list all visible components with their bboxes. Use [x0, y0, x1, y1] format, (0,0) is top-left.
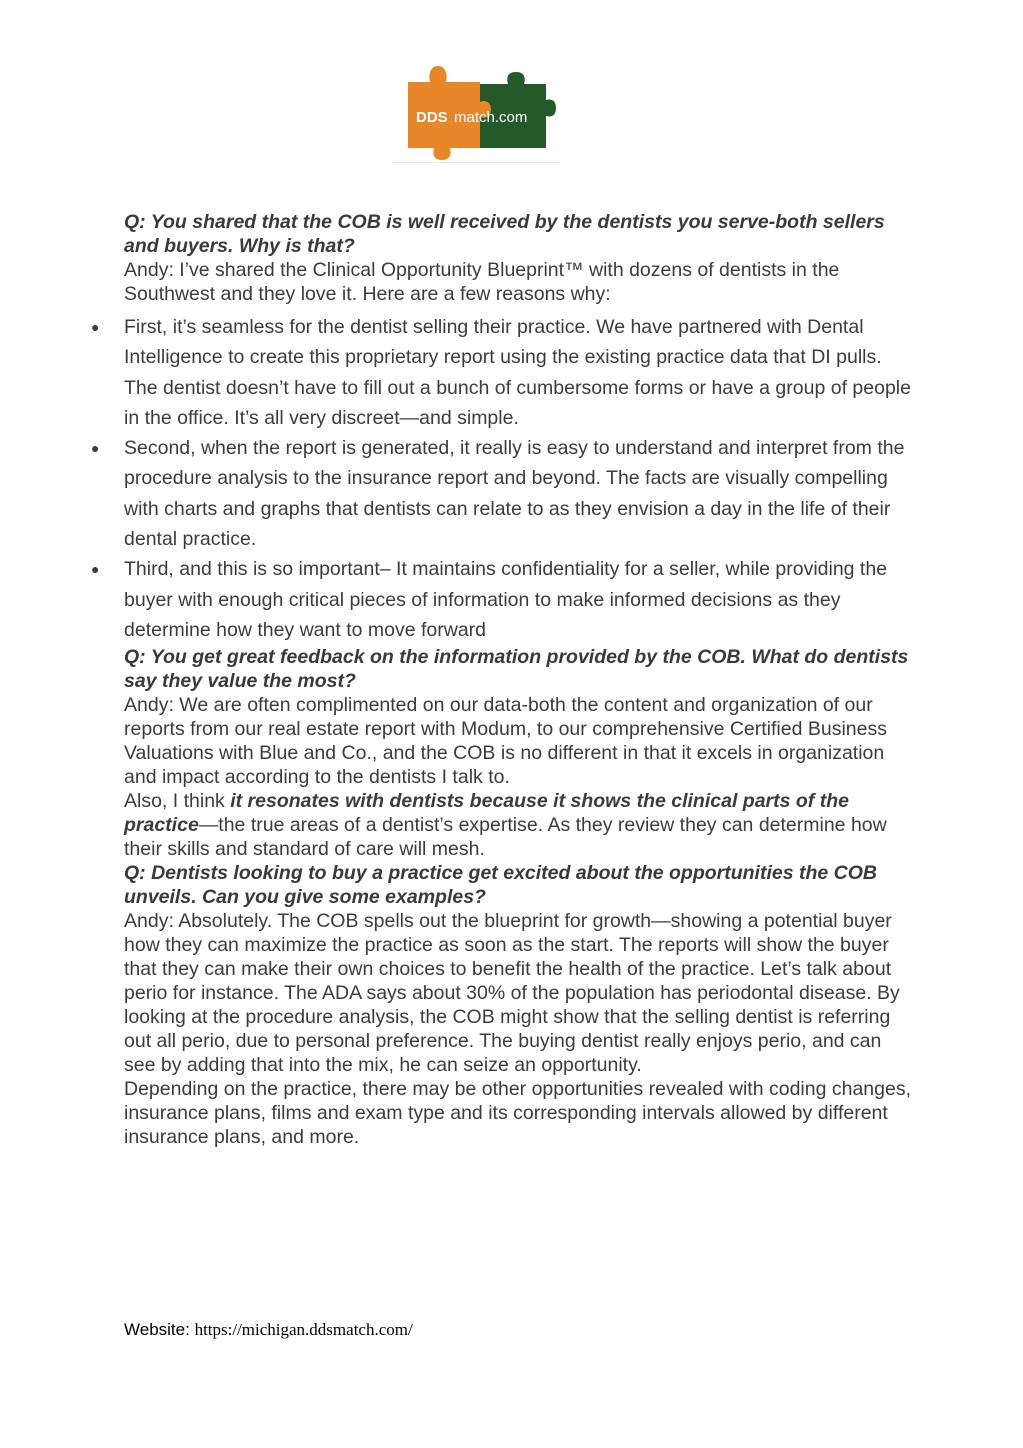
- answer-3: Andy: Absolutely. The COB spells out the blueprint for growth—showing a potential buyer how they can maximize the practice as soon as the start. The reports will show the buyer that they can make their own choices to benefit the health of the practice. Let’s talk about perio for instance. The ADA says about 30% of the population has periodontal disease. By looking at the procedure analysis, the COB might show that the selling dentist is referring out all perio, due to personal preference. The buying dentist really enjoys perio, and can see by adding that into the mix, he can seize an opportunity.: [124, 910, 900, 1077]
- logo-dds-text: DDS: [416, 109, 448, 126]
- list-item-text: Third, and this is so important– It maintains confidentiality for a seller, while providing the buyer with enough critical pieces of information to make informed decisions as they determine how they want to move forward: [124, 558, 888, 641]
- answer-2-also: [124, 789, 914, 861]
- answer-1: Andy: I’ve shared the Clinical Opportunity Blueprint™ with dozens of dentists in the Southwest and they love it. Here are a few reasons why:: [124, 259, 840, 305]
- also-prefix: Also, I think: [124, 790, 231, 813]
- bullet-icon: ●: [91, 561, 100, 578]
- ddsmatch-logo: [390, 62, 560, 166]
- list-item: [91, 554, 914, 645]
- answer-2: Andy: We are often complimented on our data-both the content and organization of our reports from our real estate report with Modum, to our comprehensive Certified Business Valuations with Blue and Co., and the COB is no different in that it excels in organization and impact according to the dentists I talk to.: [124, 694, 887, 789]
- list-item-text: Second, when the report is generated, it really is easy to understand and interpret from the procedure analysis to the insurance report and beyond. The facts are visually compelling with charts and graphs that dentists can relate to as they envision a day in the life of their dental practice.: [124, 437, 905, 551]
- answer-3-closing: Depending on the practice, there may be other opportunities revealed with coding changes, insurance plans, films and exam type and its corresponding intervals allowed by different insurance plans, and more.: [124, 1078, 911, 1149]
- footer-label: Website:: [124, 1320, 195, 1339]
- logo-match-text: match.com: [454, 109, 528, 126]
- bullet-icon: ●: [91, 319, 100, 335]
- question-1: Q: You shared that the COB is well received by the dentists you serve-both sellers and buyers. Why is that?: [124, 211, 885, 257]
- list-item: [91, 312, 914, 433]
- question-3: Q: Dentists looking to buy a practice get excited about the opportunities the COB unveils. Can you give some examples?: [124, 862, 877, 909]
- reasons-list: [91, 312, 914, 645]
- question-2: Q: You get great feedback on the information provided by the COB. What do dentists say they value the most?: [124, 646, 909, 693]
- footer-website: [124, 1320, 413, 1340]
- list-item-text: First, it’s seamless for the dentist selling their practice. We have partnered with Dental Intelligence to create this proprietary report using the existing practice data that DI pulls. The dentist doesn’t have to fill out a bunch of cumbersome forms or have a group of people in the office. It’s all very discreet—and simple.: [124, 316, 911, 429]
- list-item: [91, 433, 914, 554]
- also-suffix: —the true areas of a dentist’s expertise. As they review they can determine how their skills and standard of care will mesh.: [124, 814, 887, 861]
- also-emphasis: it resonates with dentists because it shows the clinical parts of the practice: [124, 790, 849, 837]
- footer-url-link[interactable]: https://michigan.ddsmatch.com/: [194, 1320, 413, 1339]
- logo-divider: [392, 162, 560, 163]
- bullet-icon: ●: [91, 440, 100, 457]
- article-body: [91, 210, 914, 1149]
